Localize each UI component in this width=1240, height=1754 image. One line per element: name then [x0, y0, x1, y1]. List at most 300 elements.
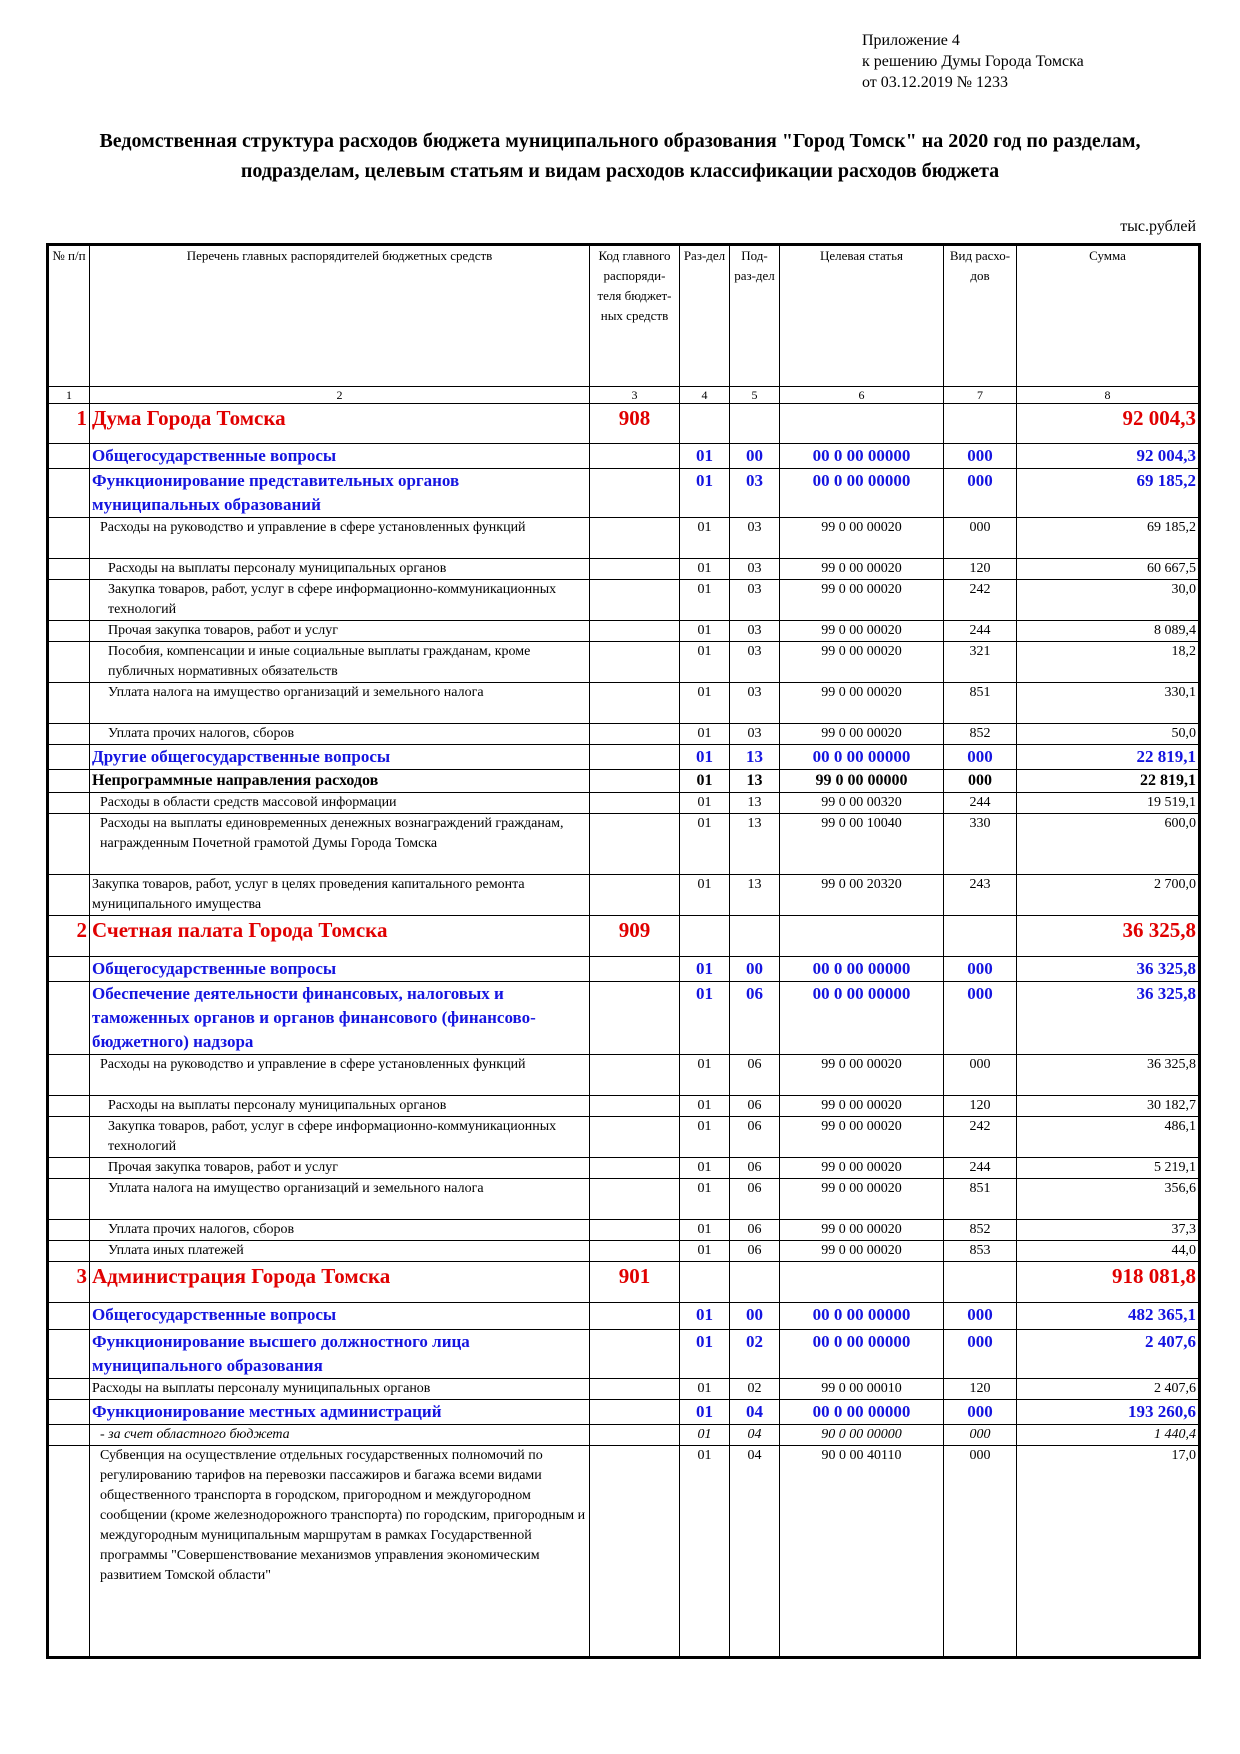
table-row: [48, 1241, 1200, 1262]
column-number: 5: [730, 387, 780, 404]
cell-expense-kind: 000: [944, 1330, 1017, 1379]
header-code: Код главного распоряди-теля бюджет-ных средств: [590, 245, 680, 387]
cell-subsection: 03: [730, 559, 780, 580]
cell-target-article: 90 0 00 40110: [780, 1446, 944, 1658]
cell-name: Счетная палата Города Томска: [90, 916, 590, 957]
cell-target-article: 00 0 00 00000: [780, 1400, 944, 1425]
table-row: [48, 793, 1200, 814]
table-row: [48, 1446, 1200, 1658]
cell-admin-code: 908: [590, 404, 680, 444]
cell-sum: 36 325,8: [1017, 957, 1200, 982]
table-row: [48, 1220, 1200, 1241]
cell-name: Общегосударственные вопросы: [90, 1303, 590, 1330]
cell-expense-kind: 120: [944, 1379, 1017, 1400]
cell-target-article: 99 0 00 00000: [780, 770, 944, 793]
cell-sum: 69 185,2: [1017, 518, 1200, 559]
cell-expense-kind: 000: [944, 770, 1017, 793]
cell-subsection: 04: [730, 1446, 780, 1658]
annex-decision: к решению Думы Города Томска: [862, 53, 1084, 70]
cell-sum: 17,0: [1017, 1446, 1200, 1658]
cell-subsection: 13: [730, 814, 780, 875]
cell-section: [680, 404, 730, 444]
cell-sum: 2 700,0: [1017, 875, 1200, 916]
cell-name: Расходы на выплаты единовременных денежных вознаграждений гражданам, награжденным Почетной грамотой Думы Города Томска: [90, 814, 590, 875]
cell-section: 01: [680, 1241, 730, 1262]
header-row: [48, 245, 1200, 387]
cell-subsection: 00: [730, 1303, 780, 1330]
cell-name: Обеспечение деятельности финансовых, налоговых и таможенных органов и органов финансового (финансово-бюджетного) надзора: [90, 982, 590, 1055]
cell-number: [48, 621, 90, 642]
column-number: 8: [1017, 387, 1200, 404]
cell-target-article: 99 0 00 00020: [780, 642, 944, 683]
cell-admin-code: [590, 982, 680, 1055]
document-title: Ведомственная структура расходов бюджета муниципального образования "Город Томск" на 2020 год по разделам, подразделам, целевым статьям и видам расходов классификации расходов бюджета: [99, 130, 1141, 182]
cell-target-article: 99 0 00 10040: [780, 814, 944, 875]
cell-target-article: 00 0 00 00000: [780, 957, 944, 982]
column-number: 6: [780, 387, 944, 404]
cell-sum: 36 325,8: [1017, 1055, 1200, 1096]
cell-number: [48, 1241, 90, 1262]
cell-name: Расходы на руководство и управление в сфере установленных функций: [90, 518, 590, 559]
column-number: 2: [90, 387, 590, 404]
cell-name: Дума Города Томска: [90, 404, 590, 444]
cell-admin-code: [590, 724, 680, 745]
cell-sum: 193 260,6: [1017, 1400, 1200, 1425]
table-row: [48, 1055, 1200, 1096]
cell-name: Уплата налога на имущество организаций и земельного налога: [90, 683, 590, 724]
cell-expense-kind: 244: [944, 1158, 1017, 1179]
cell-number: [48, 1055, 90, 1096]
table-row: [48, 814, 1200, 875]
table-row: [48, 518, 1200, 559]
cell-target-article: 99 0 00 00020: [780, 1241, 944, 1262]
cell-name: Непрограммные направления расходов: [90, 770, 590, 793]
cell-number: [48, 1330, 90, 1379]
cell-subsection: 03: [730, 683, 780, 724]
cell-subsection: 04: [730, 1400, 780, 1425]
cell-subsection: 04: [730, 1425, 780, 1446]
table-row: [48, 1379, 1200, 1400]
table-row: [48, 1425, 1200, 1446]
cell-admin-code: [590, 814, 680, 875]
cell-section: 01: [680, 875, 730, 916]
cell-target-article: 99 0 00 00020: [780, 1117, 944, 1158]
table-row: [48, 642, 1200, 683]
cell-subsection: 03: [730, 642, 780, 683]
cell-number: 1: [48, 404, 90, 444]
cell-target-article: 99 0 00 00010: [780, 1379, 944, 1400]
cell-number: 3: [48, 1262, 90, 1303]
cell-expense-kind: 000: [944, 1303, 1017, 1330]
cell-subsection: [730, 1262, 780, 1303]
cell-name: Расходы в области средств массовой информации: [90, 793, 590, 814]
cell-sum: 330,1: [1017, 683, 1200, 724]
cell-sum: 600,0: [1017, 814, 1200, 875]
cell-target-article: 99 0 00 20320: [780, 875, 944, 916]
cell-admin-code: [590, 1241, 680, 1262]
cell-sum: 69 185,2: [1017, 469, 1200, 518]
cell-admin-code: [590, 642, 680, 683]
table-row: [48, 982, 1200, 1055]
cell-section: 01: [680, 1055, 730, 1096]
cell-sum: 482 365,1: [1017, 1303, 1200, 1330]
column-number-row: [48, 387, 1200, 404]
cell-section: 01: [680, 1330, 730, 1379]
table-row: [48, 1400, 1200, 1425]
cell-number: [48, 1179, 90, 1220]
cell-target-article: 99 0 00 00020: [780, 724, 944, 745]
cell-target-article: 90 0 00 00000: [780, 1425, 944, 1446]
cell-subsection: 00: [730, 444, 780, 469]
cell-section: [680, 916, 730, 957]
cell-target-article: 99 0 00 00020: [780, 621, 944, 642]
cell-name: Общегосударственные вопросы: [90, 444, 590, 469]
cell-expense-kind: 321: [944, 642, 1017, 683]
cell-section: 01: [680, 745, 730, 770]
cell-admin-code: [590, 770, 680, 793]
cell-expense-kind: 120: [944, 1096, 1017, 1117]
table-row: [48, 745, 1200, 770]
cell-sum: 2 407,6: [1017, 1330, 1200, 1379]
cell-name: Закупка товаров, работ, услуг в сфере информационно-коммуникационных технологий: [90, 1117, 590, 1158]
cell-admin-code: [590, 1179, 680, 1220]
cell-admin-code: [590, 518, 680, 559]
cell-number: [48, 1379, 90, 1400]
column-number: 7: [944, 387, 1017, 404]
cell-section: 01: [680, 469, 730, 518]
cell-section: 01: [680, 1096, 730, 1117]
cell-name: Расходы на выплаты персоналу муниципальных органов: [90, 1379, 590, 1400]
cell-target-article: [780, 404, 944, 444]
cell-admin-code: [590, 1400, 680, 1425]
table-row: [48, 444, 1200, 469]
table-row: [48, 1096, 1200, 1117]
cell-section: 01: [680, 724, 730, 745]
cell-section: 01: [680, 444, 730, 469]
cell-admin-code: [590, 1330, 680, 1379]
cell-expense-kind: 244: [944, 793, 1017, 814]
cell-number: [48, 1446, 90, 1658]
cell-sum: 92 004,3: [1017, 404, 1200, 444]
cell-name: Субвенция на осуществление отдельных государственных полномочий по регулированию тарифов на перевозки пассажиров и багажа всеми видами общественного транспорта в городском, пригородном и междугородном сообщении (кроме железнодорожного транспорта) по городским, пригородным и междугородным муниципальным маршрутам в рамках Государственной программы "Совершенствование механизмов управления экономическим развитием Томской области": [90, 1446, 590, 1658]
cell-admin-code: [590, 1425, 680, 1446]
cell-subsection: 03: [730, 469, 780, 518]
table-row: [48, 469, 1200, 518]
cell-subsection: 06: [730, 1241, 780, 1262]
table-row: [48, 683, 1200, 724]
cell-name: Общегосударственные вопросы: [90, 957, 590, 982]
cell-target-article: 99 0 00 00020: [780, 518, 944, 559]
cell-expense-kind: 242: [944, 1117, 1017, 1158]
cell-name: Уплата прочих налогов, сборов: [90, 724, 590, 745]
table-row: [48, 1117, 1200, 1158]
table-row: [48, 1303, 1200, 1330]
cell-admin-code: 909: [590, 916, 680, 957]
cell-expense-kind: 243: [944, 875, 1017, 916]
cell-section: 01: [680, 1400, 730, 1425]
cell-number: [48, 642, 90, 683]
cell-number: [48, 1096, 90, 1117]
cell-target-article: [780, 916, 944, 957]
cell-expense-kind: 853: [944, 1241, 1017, 1262]
cell-admin-code: [590, 1158, 680, 1179]
cell-target-article: 99 0 00 00020: [780, 1096, 944, 1117]
cell-sum: 30 182,7: [1017, 1096, 1200, 1117]
cell-expense-kind: 000: [944, 745, 1017, 770]
cell-name: - за счет областного бюджета: [90, 1425, 590, 1446]
header-target: Целевая статья: [780, 245, 944, 387]
cell-admin-code: [590, 1379, 680, 1400]
header-subsection: Под-раз-дел: [730, 245, 780, 387]
cell-subsection: 06: [730, 1117, 780, 1158]
cell-expense-kind: [944, 404, 1017, 444]
cell-subsection: 13: [730, 875, 780, 916]
table-row: [48, 875, 1200, 916]
cell-number: [48, 1303, 90, 1330]
cell-subsection: 13: [730, 745, 780, 770]
cell-sum: 50,0: [1017, 724, 1200, 745]
cell-target-article: 99 0 00 00020: [780, 1179, 944, 1220]
cell-expense-kind: 000: [944, 1400, 1017, 1425]
cell-section: 01: [680, 982, 730, 1055]
cell-target-article: 00 0 00 00000: [780, 469, 944, 518]
header-sum: Сумма: [1017, 245, 1200, 387]
cell-expense-kind: [944, 916, 1017, 957]
cell-expense-kind: 000: [944, 1055, 1017, 1096]
cell-admin-code: 901: [590, 1262, 680, 1303]
cell-number: [48, 770, 90, 793]
cell-target-article: 99 0 00 00020: [780, 1055, 944, 1096]
cell-subsection: 03: [730, 724, 780, 745]
cell-section: [680, 1262, 730, 1303]
cell-expense-kind: 000: [944, 469, 1017, 518]
cell-name: Закупка товаров, работ, услуг в целях проведения капитального ремонта муниципального имущества: [90, 875, 590, 916]
cell-section: 01: [680, 683, 730, 724]
cell-admin-code: [590, 745, 680, 770]
cell-name: Функционирование представительных органов муниципальных образований: [90, 469, 590, 518]
cell-section: 01: [680, 1446, 730, 1658]
cell-subsection: 06: [730, 982, 780, 1055]
cell-admin-code: [590, 793, 680, 814]
cell-name: Другие общегосударственные вопросы: [90, 745, 590, 770]
cell-section: 01: [680, 580, 730, 621]
cell-number: [48, 1400, 90, 1425]
cell-number: [48, 957, 90, 982]
cell-sum: 60 667,5: [1017, 559, 1200, 580]
cell-name: Пособия, компенсации и иные социальные выплаты гражданам, кроме публичных нормативных обязательств: [90, 642, 590, 683]
cell-expense-kind: 852: [944, 1220, 1017, 1241]
cell-subsection: 06: [730, 1179, 780, 1220]
cell-expense-kind: [944, 1262, 1017, 1303]
cell-number: [48, 814, 90, 875]
cell-section: 01: [680, 957, 730, 982]
cell-target-article: 00 0 00 00000: [780, 1330, 944, 1379]
cell-name: Прочая закупка товаров, работ и услуг: [90, 621, 590, 642]
cell-section: 01: [680, 814, 730, 875]
cell-name: Расходы на руководство и управление в сфере установленных функций: [90, 1055, 590, 1096]
cell-subsection: 02: [730, 1330, 780, 1379]
cell-name: Уплата иных платежей: [90, 1241, 590, 1262]
cell-section: 01: [680, 770, 730, 793]
cell-target-article: 99 0 00 00020: [780, 683, 944, 724]
cell-sum: 44,0: [1017, 1241, 1200, 1262]
cell-number: [48, 518, 90, 559]
cell-number: [48, 469, 90, 518]
table-row: [48, 770, 1200, 793]
cell-admin-code: [590, 1446, 680, 1658]
cell-sum: 1 440,4: [1017, 1425, 1200, 1446]
cell-expense-kind: 330: [944, 814, 1017, 875]
cell-expense-kind: 244: [944, 621, 1017, 642]
cell-sum: 37,3: [1017, 1220, 1200, 1241]
cell-expense-kind: 852: [944, 724, 1017, 745]
cell-name: Прочая закупка товаров, работ и услуг: [90, 1158, 590, 1179]
cell-target-article: 00 0 00 00000: [780, 444, 944, 469]
cell-number: 2: [48, 916, 90, 957]
cell-sum: 36 325,8: [1017, 916, 1200, 957]
cell-expense-kind: 000: [944, 444, 1017, 469]
table-row: [48, 559, 1200, 580]
cell-number: [48, 444, 90, 469]
cell-admin-code: [590, 559, 680, 580]
cell-expense-kind: 851: [944, 1179, 1017, 1220]
cell-admin-code: [590, 875, 680, 916]
cell-sum: 92 004,3: [1017, 444, 1200, 469]
cell-expense-kind: 000: [944, 518, 1017, 559]
column-number: 1: [48, 387, 90, 404]
cell-number: [48, 745, 90, 770]
cell-subsection: 06: [730, 1220, 780, 1241]
cell-section: 01: [680, 1379, 730, 1400]
table-row: [48, 580, 1200, 621]
cell-section: 01: [680, 1158, 730, 1179]
cell-number: [48, 1117, 90, 1158]
cell-sum: 22 819,1: [1017, 745, 1200, 770]
cell-subsection: 13: [730, 793, 780, 814]
cell-number: [48, 724, 90, 745]
cell-target-article: 00 0 00 00000: [780, 982, 944, 1055]
units-label: тыс.рублей: [1120, 218, 1196, 235]
cell-admin-code: [590, 469, 680, 518]
table-row: [48, 1262, 1200, 1303]
cell-sum: 19 519,1: [1017, 793, 1200, 814]
cell-sum: 8 089,4: [1017, 621, 1200, 642]
table-row: [48, 621, 1200, 642]
cell-target-article: [780, 1262, 944, 1303]
cell-section: 01: [680, 1117, 730, 1158]
cell-admin-code: [590, 1220, 680, 1241]
cell-name: Расходы на выплаты персоналу муниципальных органов: [90, 1096, 590, 1117]
cell-sum: 18,2: [1017, 642, 1200, 683]
annex-note: [862, 30, 1084, 93]
cell-number: [48, 580, 90, 621]
cell-sum: 486,1: [1017, 1117, 1200, 1158]
cell-sum: 22 819,1: [1017, 770, 1200, 793]
table-row: [48, 957, 1200, 982]
cell-number: [48, 982, 90, 1055]
cell-name: Уплата прочих налогов, сборов: [90, 1220, 590, 1241]
cell-section: 01: [680, 1425, 730, 1446]
cell-sum: 918 081,8: [1017, 1262, 1200, 1303]
cell-admin-code: [590, 957, 680, 982]
cell-name: Уплата налога на имущество организаций и земельного налога: [90, 1179, 590, 1220]
cell-number: [48, 1425, 90, 1446]
annex-number: Приложение 4: [862, 32, 960, 49]
cell-subsection: [730, 916, 780, 957]
cell-number: [48, 683, 90, 724]
table-row: [48, 1158, 1200, 1179]
cell-number: [48, 875, 90, 916]
cell-name: Расходы на выплаты персоналу муниципальных органов: [90, 559, 590, 580]
cell-admin-code: [590, 580, 680, 621]
cell-sum: 30,0: [1017, 580, 1200, 621]
column-number: 3: [590, 387, 680, 404]
cell-expense-kind: 851: [944, 683, 1017, 724]
cell-section: 01: [680, 621, 730, 642]
cell-sum: 36 325,8: [1017, 982, 1200, 1055]
cell-name: Закупка товаров, работ, услуг в сфере информационно-коммуникационных технологий: [90, 580, 590, 621]
cell-name: Администрация Города Томска: [90, 1262, 590, 1303]
cell-section: 01: [680, 1220, 730, 1241]
cell-expense-kind: 000: [944, 1425, 1017, 1446]
cell-subsection: 02: [730, 1379, 780, 1400]
header-name: Перечень главных распорядителей бюджетных средств: [90, 245, 590, 387]
cell-admin-code: [590, 683, 680, 724]
table-row: [48, 724, 1200, 745]
cell-section: 01: [680, 518, 730, 559]
table-row: [48, 916, 1200, 957]
cell-target-article: 00 0 00 00000: [780, 1303, 944, 1330]
cell-expense-kind: 120: [944, 559, 1017, 580]
table-row: [48, 1330, 1200, 1379]
cell-target-article: 99 0 00 00320: [780, 793, 944, 814]
cell-number: [48, 1220, 90, 1241]
cell-sum: 2 407,6: [1017, 1379, 1200, 1400]
header-kind: Вид расхо-дов: [944, 245, 1017, 387]
cell-expense-kind: 000: [944, 982, 1017, 1055]
cell-section: 01: [680, 1179, 730, 1220]
cell-subsection: 03: [730, 621, 780, 642]
cell-sum: 356,6: [1017, 1179, 1200, 1220]
cell-admin-code: [590, 1117, 680, 1158]
cell-subsection: [730, 404, 780, 444]
cell-admin-code: [590, 1303, 680, 1330]
cell-name: Функционирование местных администраций: [90, 1400, 590, 1425]
annex-date: от 03.12.2019 № 1233: [862, 74, 1009, 91]
cell-subsection: 03: [730, 518, 780, 559]
table-row: [48, 1179, 1200, 1220]
cell-section: 01: [680, 559, 730, 580]
header-num: № п/п: [48, 245, 90, 387]
budget-table: [46, 243, 1201, 1659]
cell-subsection: 06: [730, 1096, 780, 1117]
cell-subsection: 13: [730, 770, 780, 793]
cell-section: 01: [680, 1303, 730, 1330]
cell-subsection: 03: [730, 580, 780, 621]
cell-sum: 5 219,1: [1017, 1158, 1200, 1179]
cell-subsection: 06: [730, 1158, 780, 1179]
cell-number: [48, 559, 90, 580]
cell-admin-code: [590, 621, 680, 642]
cell-name: Функционирование высшего должностного лица муниципального образования: [90, 1330, 590, 1379]
table-row: [48, 404, 1200, 444]
cell-admin-code: [590, 444, 680, 469]
cell-expense-kind: 242: [944, 580, 1017, 621]
cell-subsection: 00: [730, 957, 780, 982]
cell-expense-kind: 000: [944, 957, 1017, 982]
cell-target-article: 99 0 00 00020: [780, 559, 944, 580]
cell-admin-code: [590, 1055, 680, 1096]
